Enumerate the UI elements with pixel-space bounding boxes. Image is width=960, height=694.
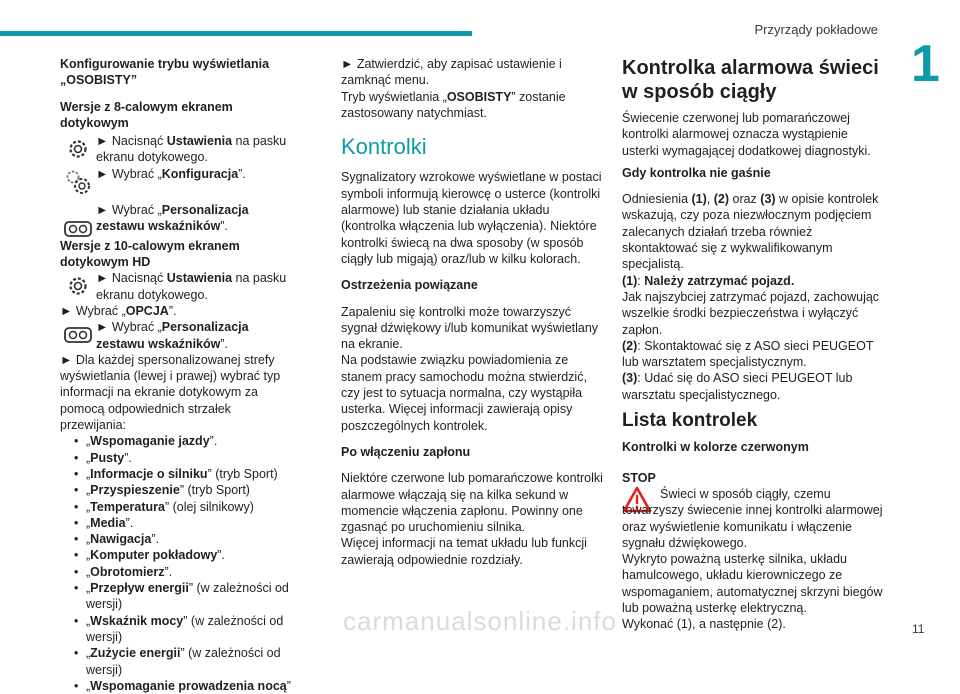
subheading-8inch: Wersje z 8-calowym ekranem dotykowym (60, 99, 233, 130)
gdy-heading: Gdy kontrolka nie gaśnie (622, 165, 771, 180)
column-left (60, 56, 300, 694)
column-middle (341, 56, 603, 568)
step4-prefix: ► Nacisnąć (96, 271, 167, 286)
gdy-text: Odniesienia (1), (2) oraz (3) w opisie kontrolek wskazują, czy poza niezwłocznym podjęciem zalecanych działań trzeba również skontaktować się z wykwalifikowanym specjalistą. (622, 192, 879, 272)
chapter-number: 1 (911, 35, 940, 93)
step3-prefix: ► Wybrać „ (96, 202, 162, 217)
list-item: • „Przyspieszenie” (tryb Sport) (74, 482, 300, 498)
note-3: (3): Udać się do ASO sieci PEUGEOT lub warsztatu specjalistycznego. (622, 371, 853, 402)
ostrzezenia-text-1: Zapaleniu się kontrolki może towarzyszyć sygnał dźwiękowy i/lub komunikat wyświetlany na ekranie. (341, 304, 599, 352)
header-accent-bar (0, 31, 472, 36)
subheading-10inch: Wersje z 10-calowym ekranem dotykowym HD (60, 238, 240, 270)
step1-bold: Ustawienia (166, 134, 233, 149)
list-item: • „Pusty”. (74, 450, 300, 466)
step6-bold: Personalizacja zestawu wskaźników (96, 320, 249, 351)
step-option (60, 303, 300, 319)
note-2: (2): Skontaktować się z ASO sieci PEUGEOT lub warsztatem specjalistycznym. (622, 338, 874, 370)
step-personalization-8inch (60, 202, 300, 238)
kontrolki-heading: Kontrolki (341, 134, 427, 160)
step-settings-8inch (60, 133, 300, 166)
step3-suffix: ”. (220, 219, 228, 234)
step5-prefix: ► Wybrać „ (60, 303, 126, 318)
column-right (622, 56, 888, 633)
step5-suffix: ”. (168, 303, 177, 318)
display-options-list (60, 433, 300, 694)
list-item: • „Nawigacja”. (74, 531, 300, 547)
step-configuration (60, 166, 300, 198)
alarm-text: Świecenie czerwonej lub pomarańczowej kontrolki alarmowej oznacza wystąpienie usterki wymagającej dodatkowej diagnostyki. (622, 111, 871, 158)
list-item: • „Media”. (74, 515, 300, 531)
list-item: • „Wspomaganie prowadzenia nocą” (74, 678, 300, 694)
zaplon-heading: Po włączeniu zapłonu (341, 444, 471, 459)
step2-suffix: ”. (238, 166, 246, 181)
list-item: • „Przepływ energii” (w zależności od wersji) (74, 580, 300, 613)
stop-heading: STOP (622, 470, 656, 485)
settings-gear-icon (60, 270, 96, 302)
list-item: • „Zużycie energii” (w zależności od wersji) (74, 645, 300, 678)
step4-bold: Ustawienia (166, 271, 233, 286)
list-item: • „Temperatura” (olej silnikowy) (74, 499, 300, 515)
instrument-panel-icon (60, 319, 96, 351)
list-item: • „Komputer pokładowy”. (74, 547, 300, 563)
step-personalization-10inch (60, 319, 300, 352)
stop-text-3: Wykonać (1), a następnie (2). (622, 617, 786, 632)
list-item: • „Wskaźnik mocy” (w zależności od wersji) (74, 613, 300, 646)
step5-bold: OPCJA (125, 303, 169, 318)
alarm-heading: Kontrolka alarmowa świeci w sposób ciągły (622, 57, 879, 103)
instrument-panel-icon (60, 202, 96, 238)
list-item: • „Wspomaganie jazdy”. (74, 433, 300, 449)
mode-applied-text: Tryb wyświetlania „OSOBISTY” zostanie zastosowany natychmiast. (341, 89, 566, 120)
czerwone-heading: Kontrolki w kolorze czerwonym (622, 440, 809, 455)
list-item: • „Obrotomierz”. (74, 564, 300, 580)
step2-bold: Konfiguracja (161, 166, 239, 181)
step2-prefix: ► Wybrać „ (96, 166, 162, 181)
step-settings-10inch (60, 270, 300, 303)
lista-heading: Lista kontrolek (622, 410, 758, 432)
step6-suffix: ”. (220, 336, 228, 351)
zaplon-text-1: Niektóre czerwone lub pomarańczowe kontrolki alarmowe włączają się na kilka sekund w momencie włączenia zapłonu. Powinny one zgasnąć po uruchomieniu silnika. (341, 471, 603, 535)
configuration-gears-icon (60, 166, 96, 198)
confirm-step: ► Zatwierdzić, aby zapisać ustawienie i zamknąć menu. (341, 57, 562, 88)
step6-prefix: ► Wybrać „ (96, 320, 162, 335)
watermark: carmanualsonline.info (343, 606, 617, 636)
step-select-info: ► Dla każdej spersonalizowanej strefy wyświetlania (lewej i prawej) wybrać typ informacji na ekranie dotykowym za pomocą odpowiednich strzałek przewijania: (60, 352, 281, 433)
stop-text-2: Wykryto poważną usterkę silnika, układu hamulcowego, układu kierowniczego ze wspomaganiem, automatycznej skrzyni biegów lub poważną usterkę elektryczną. (622, 552, 883, 616)
config-heading: Konfigurowanie trybu wyświetlania „OSOBISTY” (60, 57, 270, 88)
zaplon-text-2: Więcej informacji na temat układu lub funkcji zawierają odpowiednie rozdziały. (341, 536, 587, 567)
settings-gear-icon (60, 133, 96, 165)
step1-suffix: na pasku ekranu dotykowego. (96, 134, 287, 165)
section-title: Przyrządy pokładowe (754, 22, 878, 37)
kontrolki-text: Sygnalizatory wzrokowe wyświetlane w postaci symboli informują kierowcę o usterce (kontrolki alarmowe) lub stanie działania układu (kontrolka włączenia lub wyłączenia). Niektóre kontrolki świecą na dwa sposoby (w sposób ciągły lub migają) oraz/lub w kilku kolorach. (341, 170, 602, 266)
note-1: (1): Należy zatrzymać pojazd. (622, 273, 795, 288)
step4-suffix: na pasku ekranu dotykowego. (96, 271, 287, 302)
ostrzezenia-heading: Ostrzeżenia powiązane (341, 278, 478, 293)
list-item: • „Informacje o silniku” (tryb Sport) (74, 466, 300, 482)
ostrzezenia-text-2: Na podstawie związku powiadomienia ze stanem pracy samochodu można stwierdzić, czy jest to sytuacja normalna, czy wystąpiła usterka. Więcej informacji zawierają opisy poszczególnych kontrolek. (341, 353, 587, 433)
step3-bold: Personalizacja zestawu wskaźników (96, 202, 249, 234)
step1-prefix: ► Nacisnąć (96, 134, 167, 149)
page-number: 11 (912, 622, 925, 636)
note-1-text: Jak najszybciej zatrzymać pojazd, zachowując wszelkie środki bezpieczeństwa i wyłączyć zapłon. (622, 289, 880, 337)
stop-text-1: Świeci w sposób ciągły, czemu towarzyszy świecenie innej kontrolki alarmowej oraz wyświetlenie komunikatu i włączenie sygnału dźwiękowego. (622, 486, 883, 550)
